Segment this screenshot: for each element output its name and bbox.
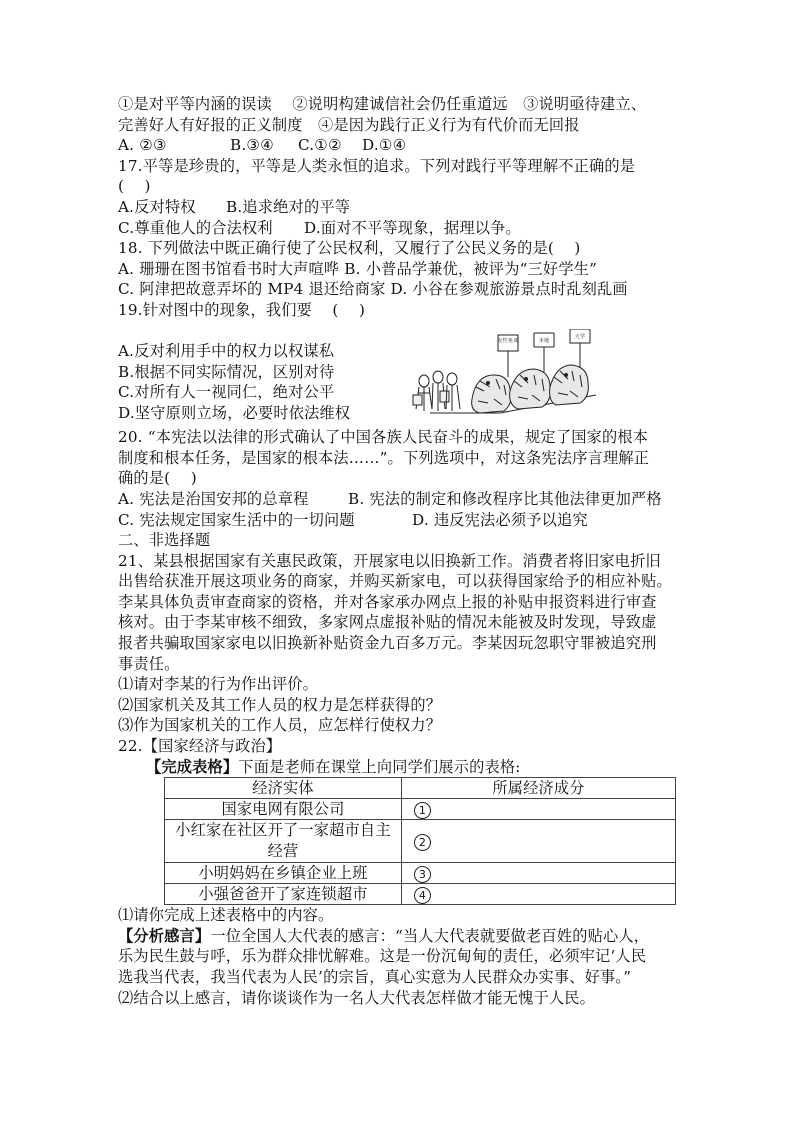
q22-table-intro-text: 下面是老师在课堂上向同学们展示的表格:	[238, 757, 521, 776]
q17-options-row-1	[118, 197, 680, 218]
q17-answer-bracket: ( )	[118, 177, 151, 196]
table-cell-answer	[402, 863, 676, 884]
economy-table	[164, 777, 676, 905]
q22-table-intro-label: 【完成表格】	[146, 757, 239, 776]
q19-option-d: D.坚守原则立场，必要时依法维权	[118, 403, 351, 422]
cartoon-sign-3: 大学	[574, 334, 586, 341]
circled-number: 3	[414, 866, 431, 883]
circled-number: 1	[414, 802, 431, 819]
q21-text-line-6: 事责任。	[118, 654, 180, 673]
q16-statement-line-1: ①是对平等内涵的误读 ②说明构建诚信社会仍任重道远 ③说明亟待建立、	[118, 95, 647, 113]
q19-option-a: A.反对利用手中的权力以权谋私	[118, 342, 335, 361]
table-cell-entity: 小强爸爸开了家连锁超市	[165, 884, 402, 905]
q21-text-line-5: 报者共骗取国家家电以旧换新补贴资金九百多万元。李某因玩忽职守罪被追究刑	[118, 634, 657, 653]
q18-options-row-2: C. 阿津把故意弄坏的 MP4 退还给商家 D. 小谷在参观旅游景点时乱刻乱画	[118, 280, 628, 299]
q19-block	[118, 334, 680, 427]
table-row	[165, 884, 676, 905]
q16-option-b: B.③④	[230, 136, 275, 155]
q21-subquestion-3: ⑶作为国家机关的工作人员，应怎样行使权力？	[118, 716, 442, 735]
cartoon-illustration	[410, 329, 598, 419]
table-cell-answer	[402, 820, 676, 863]
q17-option-b: B.追求绝对的平等	[226, 197, 351, 216]
exam-content	[118, 94, 680, 1008]
q19-option-b: B.根据不同实际情况，区别对待	[118, 362, 335, 381]
q18-stem: 18. 下列做法中既正确行使了公民权利，又履行了公民义务的是( )	[118, 239, 581, 258]
table-cell-entity: 小红家在社区开了一家超市自主经营	[165, 820, 402, 863]
table-row	[165, 820, 676, 863]
q20-option-d: D. 违反宪法必须予以追究	[412, 510, 588, 529]
q20-option-c: C. 宪法规定国家生活中的一切问题	[118, 510, 355, 529]
q22-subquestion-2: ⑵结合以上感言，请你谈谈作为一名人大代表怎样做才能无愧于人民。	[118, 988, 596, 1007]
q16-option-d: D.①④	[362, 136, 407, 155]
section-heading: 二、非选择题	[118, 531, 211, 550]
circled-number: 2	[414, 834, 431, 851]
q22-analysis-text: 一位全国人大代表的感言：“当人大代表就要做老百姓的贴心人，	[210, 926, 650, 945]
q19-stem: 19.针对图中的现象，我们要 ( )	[118, 300, 366, 319]
q22-analysis-label: 【分析感言】	[118, 926, 211, 945]
q17-stem: 17.平等是珍贵的，平等是人类永恒的追求。下列对践行平等理解不正确的是	[118, 156, 636, 175]
q16-statement-line-2: 完善好人有好报的正义制度 ④是因为践行正义行为有代价而无回报	[118, 115, 580, 134]
q22-analysis-line-2: 乐为民生鼓与呼，乐为群众排忧解难。这是一份沉甸甸的责任，必须牢记‘人民	[118, 947, 647, 966]
table-row	[165, 799, 676, 820]
q21-text-line-2: 出售给获准开展这项业务的商家，并购买新家电，可以获得国家给予的相应补贴。	[118, 572, 672, 591]
table-cell-entity: 国家电网有限公司	[165, 799, 402, 820]
q22-table-intro	[118, 757, 680, 778]
table-header-component: 所属经济成分	[402, 778, 676, 799]
q19-option-c: C.对所有人一视同仁，绝对公平	[118, 383, 335, 402]
q20-option-b: B. 宪法的制定和修改程序比其他法律更加严格	[348, 489, 662, 508]
q21-text-line-3: 李某具体负责审查商家的资格，并对各家承办网点上报的补贴申报资料进行审查	[118, 592, 657, 611]
q17-option-d: D.面对不平等现象，据理以争。	[304, 218, 521, 237]
q20-stem-line-3: 确的是( )	[118, 469, 197, 488]
q21-text-line-4: 核对。由于李某审核不细致，多家网点虚报补贴的情况未能被及时发现，导致虚	[118, 613, 657, 632]
q17-option-a: A.反对特权	[118, 197, 196, 216]
q20-stem-line-2: 制度和根本任务，是国家的根本法……”。下列选项中，对这条宪法序言理解正	[118, 448, 650, 467]
q17-options-row-2	[118, 218, 680, 239]
q21-subquestion-1: ⑴请对李某的行为作出评价。	[118, 675, 319, 694]
table-header-entity: 经济实体	[165, 778, 402, 799]
q22-title: 22.【国家经济与政治】	[118, 737, 282, 756]
table-cell-answer	[402, 884, 676, 905]
q16-option-a: A. ②③	[118, 136, 167, 155]
q19-options	[118, 341, 350, 423]
q21-text-line-1: 21、某县根据国家有关惠民政策，开展家电以旧换新工作。消费者将旧家电折旧	[118, 551, 661, 570]
cartoon-sign-1: 女性免谈	[497, 338, 519, 345]
table-header-row	[165, 778, 676, 799]
q20-options-row-2	[118, 510, 680, 531]
q16-option-c: C.①②	[298, 136, 342, 155]
q22-analysis-line-1	[118, 926, 680, 947]
q20-stem-line-1: 20. “本宪法以法律的形式确认了中国各族人民奋斗的成果，规定了国家的根本	[118, 428, 649, 447]
q18-options-row-1: A. 珊珊在图书馆看书时大声喧哗 B. 小普品学兼优，被评为“三好学生”	[118, 259, 598, 278]
q22-analysis-line-3: 选我当代表，我当代表为人民’的宗旨，真心实意为人民群众办实事、好事。”	[118, 968, 632, 986]
q22-subquestion-1: ⑴请你完成上述表格中的内容。	[118, 906, 334, 925]
q20-option-a: A. 宪法是治国安邦的总章程	[118, 489, 309, 508]
table-row	[165, 863, 676, 884]
circled-number: 4	[414, 887, 431, 904]
table-cell-answer	[402, 799, 676, 820]
table-cell-entity: 小明妈妈在乡镇企业上班	[165, 863, 402, 884]
cartoon-sign-2: 本地	[538, 338, 550, 345]
q16-options	[118, 135, 680, 156]
q21-subquestion-2: ⑵国家机关及其工作人员的权力是怎样获得的？	[118, 695, 442, 714]
q17-option-c: C.尊重他人的合法权利	[118, 218, 273, 237]
q20-options-row-1	[118, 489, 680, 510]
